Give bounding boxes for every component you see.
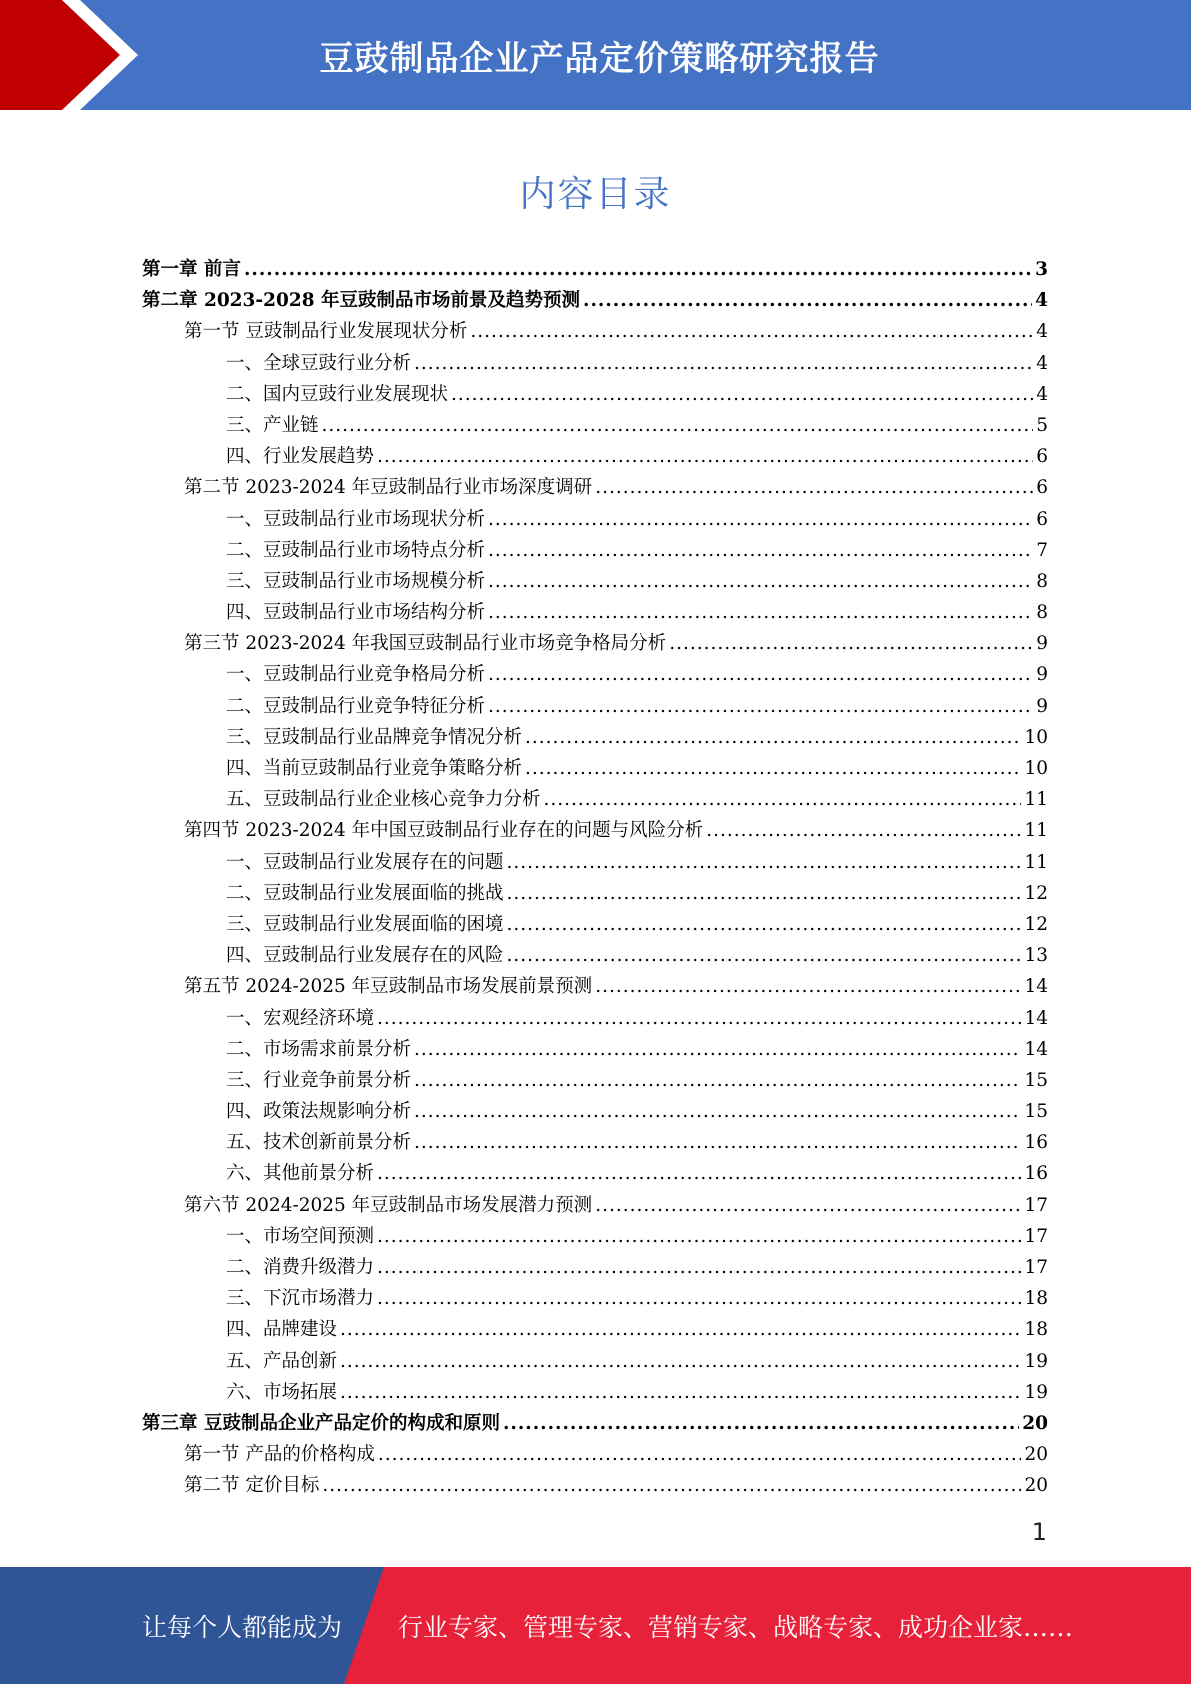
toc-entry-section[interactable]	[142, 971, 1048, 1002]
dot-leader	[322, 1470, 1021, 1501]
dot-leader	[414, 1127, 1021, 1158]
toc-entry-title: 四、豆豉制品行业市场结构分析	[226, 602, 486, 624]
toc-entry-title: 一、豆豉制品行业发展存在的问题	[226, 851, 504, 873]
toc-entry-title: 二、国内豆豉行业发展现状	[226, 383, 449, 405]
toc-entry-item[interactable]	[142, 691, 1048, 722]
toc-entry-title: 第五节 2024-2025 年豆豉制品市场发展前景预测	[184, 976, 593, 998]
toc-entry-item[interactable]	[142, 940, 1048, 971]
toc-entry-title: 第一节 豆豉制品行业发展现状分析	[184, 321, 468, 343]
dot-leader	[525, 722, 1021, 753]
toc-entry-item[interactable]	[142, 597, 1048, 628]
toc-entry-section[interactable]	[142, 1470, 1048, 1501]
toc-entry-page: 10	[1024, 726, 1048, 748]
toc-entry-title: 第一节 产品的价格构成	[184, 1444, 375, 1466]
toc-entry-title: 第四节 2023-2024 年中国豆豉制品行业存在的问题与风险分析	[184, 820, 704, 842]
toc-entry-item[interactable]	[142, 1096, 1048, 1127]
toc-entry-page: 12	[1024, 913, 1048, 935]
toc-entry-item[interactable]	[142, 348, 1048, 379]
toc-entry-item[interactable]	[142, 1283, 1048, 1314]
dot-leader	[507, 878, 1022, 909]
toc-entry-title: 第三章 豆豉制品企业产品定价的构成和原则	[142, 1412, 500, 1434]
toc-entry-page: 6	[1036, 446, 1048, 468]
toc-entry-section[interactable]	[142, 815, 1048, 846]
toc-entry-item[interactable]	[142, 1065, 1048, 1096]
toc-entry-page: 14	[1024, 1007, 1048, 1029]
dot-leader	[244, 254, 1032, 285]
toc-entry-page: 13	[1024, 945, 1048, 967]
table-of-contents	[142, 254, 1048, 1502]
toc-entry-page: 8	[1036, 570, 1048, 592]
dot-leader	[322, 410, 1034, 441]
dot-leader	[414, 1096, 1021, 1127]
dot-leader	[377, 1003, 1021, 1034]
toc-entry-title: 三、行业竞争前景分析	[226, 1069, 412, 1091]
toc-entry-item[interactable]	[142, 1346, 1048, 1377]
dot-leader	[377, 1221, 1021, 1252]
toc-entry-title: 第二章 2023-2028 年豆豉制品市场前景及趋势预测	[142, 290, 581, 312]
toc-entry-item[interactable]	[142, 566, 1048, 597]
toc-entry-title: 第二节 定价目标	[184, 1475, 320, 1497]
dot-leader	[488, 659, 1033, 690]
toc-entry-title: 三、下沉市场潜力	[226, 1288, 375, 1310]
toc-entry-title: 二、市场需求前景分析	[226, 1038, 412, 1060]
toc-entry-chapter[interactable]	[142, 254, 1048, 285]
toc-entry-title: 五、豆豉制品行业企业核心竞争力分析	[226, 789, 541, 811]
toc-entry-item[interactable]	[142, 909, 1048, 940]
toc-entry-page: 17	[1024, 1257, 1048, 1278]
toc-entry-item[interactable]	[142, 1377, 1048, 1408]
toc-entry-title: 三、豆豉制品行业发展面临的困境	[226, 913, 504, 935]
toc-entry-page: 4	[1035, 290, 1048, 312]
dot-leader	[583, 285, 1032, 316]
toc-entry-title: 五、技术创新前景分析	[226, 1132, 412, 1154]
dot-leader	[488, 535, 1033, 566]
dot-leader	[525, 753, 1021, 784]
dot-leader	[507, 847, 1022, 878]
toc-entry-section[interactable]	[142, 1439, 1048, 1470]
toc-entry-page: 6	[1036, 508, 1048, 530]
toc-entry-page: 11	[1024, 789, 1048, 811]
dot-leader	[507, 940, 1022, 971]
toc-entry-item[interactable]	[142, 1221, 1048, 1252]
toc-entry-item[interactable]	[142, 1003, 1048, 1034]
page-number: 1	[1031, 1518, 1047, 1546]
toc-entry-page: 19	[1024, 1350, 1048, 1372]
toc-entry-title: 二、消费升级潜力	[226, 1257, 375, 1278]
toc-entry-page: 5	[1036, 414, 1048, 436]
toc-entry-title: 四、豆豉制品行业发展存在的风险	[226, 945, 504, 967]
dot-leader	[378, 1439, 1022, 1470]
toc-entry-page: 18	[1024, 1319, 1048, 1341]
toc-entry-item[interactable]	[142, 722, 1048, 753]
dot-leader	[488, 597, 1033, 628]
dot-leader	[414, 1034, 1021, 1065]
toc-entry-item[interactable]	[142, 441, 1048, 472]
toc-entry-page: 15	[1024, 1069, 1048, 1091]
dot-leader	[595, 1190, 1021, 1221]
toc-entry-title: 第三节 2023-2024 年我国豆豉制品行业市场竞争格局分析	[184, 633, 667, 655]
toc-entry-page: 7	[1036, 539, 1048, 561]
toc-entry-title: 六、市场拓展	[226, 1381, 338, 1403]
dot-leader	[488, 504, 1033, 535]
dot-leader	[340, 1314, 1021, 1345]
toc-entry-page: 16	[1024, 1132, 1048, 1154]
dot-leader	[377, 1158, 1021, 1189]
toc-entry-item[interactable]	[142, 1034, 1048, 1065]
toc-entry-title: 五、产品创新	[226, 1350, 338, 1372]
toc-entry-title: 四、行业发展趋势	[226, 446, 375, 468]
toc-entry-section[interactable]	[142, 472, 1048, 503]
toc-entry-item[interactable]	[142, 753, 1048, 784]
toc-entry-title: 六、其他前景分析	[226, 1163, 375, 1185]
toc-entry-page: 9	[1036, 633, 1048, 655]
toc-entry-title: 一、全球豆豉行业分析	[226, 352, 412, 374]
toc-entry-title: 第六节 2024-2025 年豆豉制品市场发展潜力预测	[184, 1194, 593, 1216]
toc-entry-chapter[interactable]	[142, 1408, 1048, 1439]
toc-entry-item[interactable]	[142, 784, 1048, 815]
toc-entry-title: 一、豆豉制品行业市场现状分析	[226, 508, 486, 530]
dot-leader	[503, 1408, 1019, 1439]
dot-leader	[414, 1065, 1021, 1096]
toc-entry-chapter[interactable]	[142, 285, 1048, 316]
footer-slogan-right: 行业专家、管理专家、营销专家、战略专家、成功企业家……	[398, 1612, 1074, 1642]
dot-leader	[377, 1252, 1021, 1283]
toc-entry-page: 15	[1024, 1101, 1048, 1123]
toc-entry-title: 一、宏观经济环境	[226, 1007, 375, 1029]
toc-entry-page: 20	[1022, 1412, 1048, 1434]
dot-leader	[340, 1377, 1021, 1408]
dot-leader	[414, 348, 1033, 379]
dot-leader	[507, 909, 1022, 940]
toc-entry-item[interactable]	[142, 410, 1048, 441]
toc-entry-item[interactable]	[142, 1158, 1048, 1189]
toc-entry-title: 四、当前豆豉制品行业竞争策略分析	[226, 758, 523, 779]
dot-leader	[669, 628, 1033, 659]
dot-leader	[595, 472, 1033, 503]
toc-entry-section[interactable]	[142, 628, 1048, 659]
toc-entry-item[interactable]	[142, 1314, 1048, 1345]
dot-leader	[595, 971, 1021, 1002]
toc-entry-page: 8	[1036, 602, 1048, 624]
dot-leader	[488, 566, 1033, 597]
dot-leader	[706, 815, 1021, 846]
toc-entry-title: 二、豆豉制品行业市场特点分析	[226, 539, 486, 561]
toc-entry-page: 18	[1024, 1288, 1048, 1310]
toc-entry-title: 三、产业链	[226, 414, 319, 436]
dot-leader	[544, 784, 1022, 815]
toc-entry-page: 9	[1036, 695, 1048, 717]
toc-entry-item[interactable]	[142, 1252, 1048, 1283]
toc-entry-section[interactable]	[142, 1190, 1048, 1221]
toc-entry-page: 17	[1024, 1194, 1048, 1216]
toc-entry-title: 一、市场空间预测	[226, 1225, 375, 1247]
toc-entry-title: 第一章 前言	[142, 259, 241, 280]
toc-entry-page: 3	[1035, 259, 1048, 280]
dot-leader	[451, 379, 1033, 410]
toc-entry-page: 20	[1024, 1475, 1048, 1497]
dot-leader	[340, 1346, 1021, 1377]
report-title: 豆豉制品企业产品定价策略研究报告	[319, 38, 880, 79]
toc-entry-item[interactable]	[142, 878, 1048, 909]
toc-entry-page: 19	[1024, 1381, 1048, 1403]
toc-entry-page: 6	[1036, 477, 1048, 499]
toc-entry-title: 第二节 2023-2024 年豆豉制品行业市场深度调研	[184, 477, 593, 499]
toc-entry-page: 10	[1024, 758, 1048, 779]
toc-entry-item[interactable]	[142, 535, 1048, 566]
toc-entry-item[interactable]	[142, 847, 1048, 878]
toc-entry-page: 11	[1024, 820, 1048, 842]
toc-entry-item[interactable]	[142, 379, 1048, 410]
dot-leader	[470, 316, 1033, 347]
toc-entry-page: 12	[1024, 882, 1048, 904]
toc-entry-page: 4	[1036, 321, 1048, 343]
dot-leader	[377, 1283, 1021, 1314]
toc-entry-title: 三、豆豉制品行业市场规模分析	[226, 570, 486, 592]
toc-entry-page: 14	[1024, 1038, 1048, 1060]
toc-entry-title: 三、豆豉制品行业品牌竞争情况分析	[226, 726, 523, 748]
toc-entry-title: 一、豆豉制品行业竞争格局分析	[226, 664, 486, 686]
toc-entry-page: 14	[1024, 976, 1048, 998]
toc-entry-title: 四、品牌建设	[226, 1319, 338, 1341]
header-banner	[0, 0, 1191, 110]
dot-leader	[488, 691, 1033, 722]
dot-leader	[377, 441, 1033, 472]
toc-entry-page: 11	[1024, 851, 1048, 873]
toc-entry-page: 4	[1036, 383, 1048, 405]
toc-entry-page: 9	[1036, 664, 1048, 686]
toc-entry-item[interactable]	[142, 659, 1048, 690]
toc-heading: 内容目录	[519, 174, 672, 215]
toc-entry-item[interactable]	[142, 1127, 1048, 1158]
toc-entry-section[interactable]	[142, 316, 1048, 347]
toc-entry-page: 4	[1036, 352, 1048, 374]
toc-entry-title: 二、豆豉制品行业竞争特征分析	[226, 695, 486, 717]
footer-slogan-left: 让每个人都能成为	[142, 1612, 343, 1642]
toc-entry-page: 17	[1024, 1225, 1048, 1247]
toc-entry-item[interactable]	[142, 504, 1048, 535]
toc-entry-page: 20	[1024, 1444, 1048, 1466]
footer-banner	[0, 1567, 1191, 1684]
toc-entry-page: 16	[1024, 1163, 1048, 1185]
toc-entry-title: 四、政策法规影响分析	[226, 1101, 412, 1123]
toc-entry-title: 二、豆豉制品行业发展面临的挑战	[226, 882, 504, 904]
